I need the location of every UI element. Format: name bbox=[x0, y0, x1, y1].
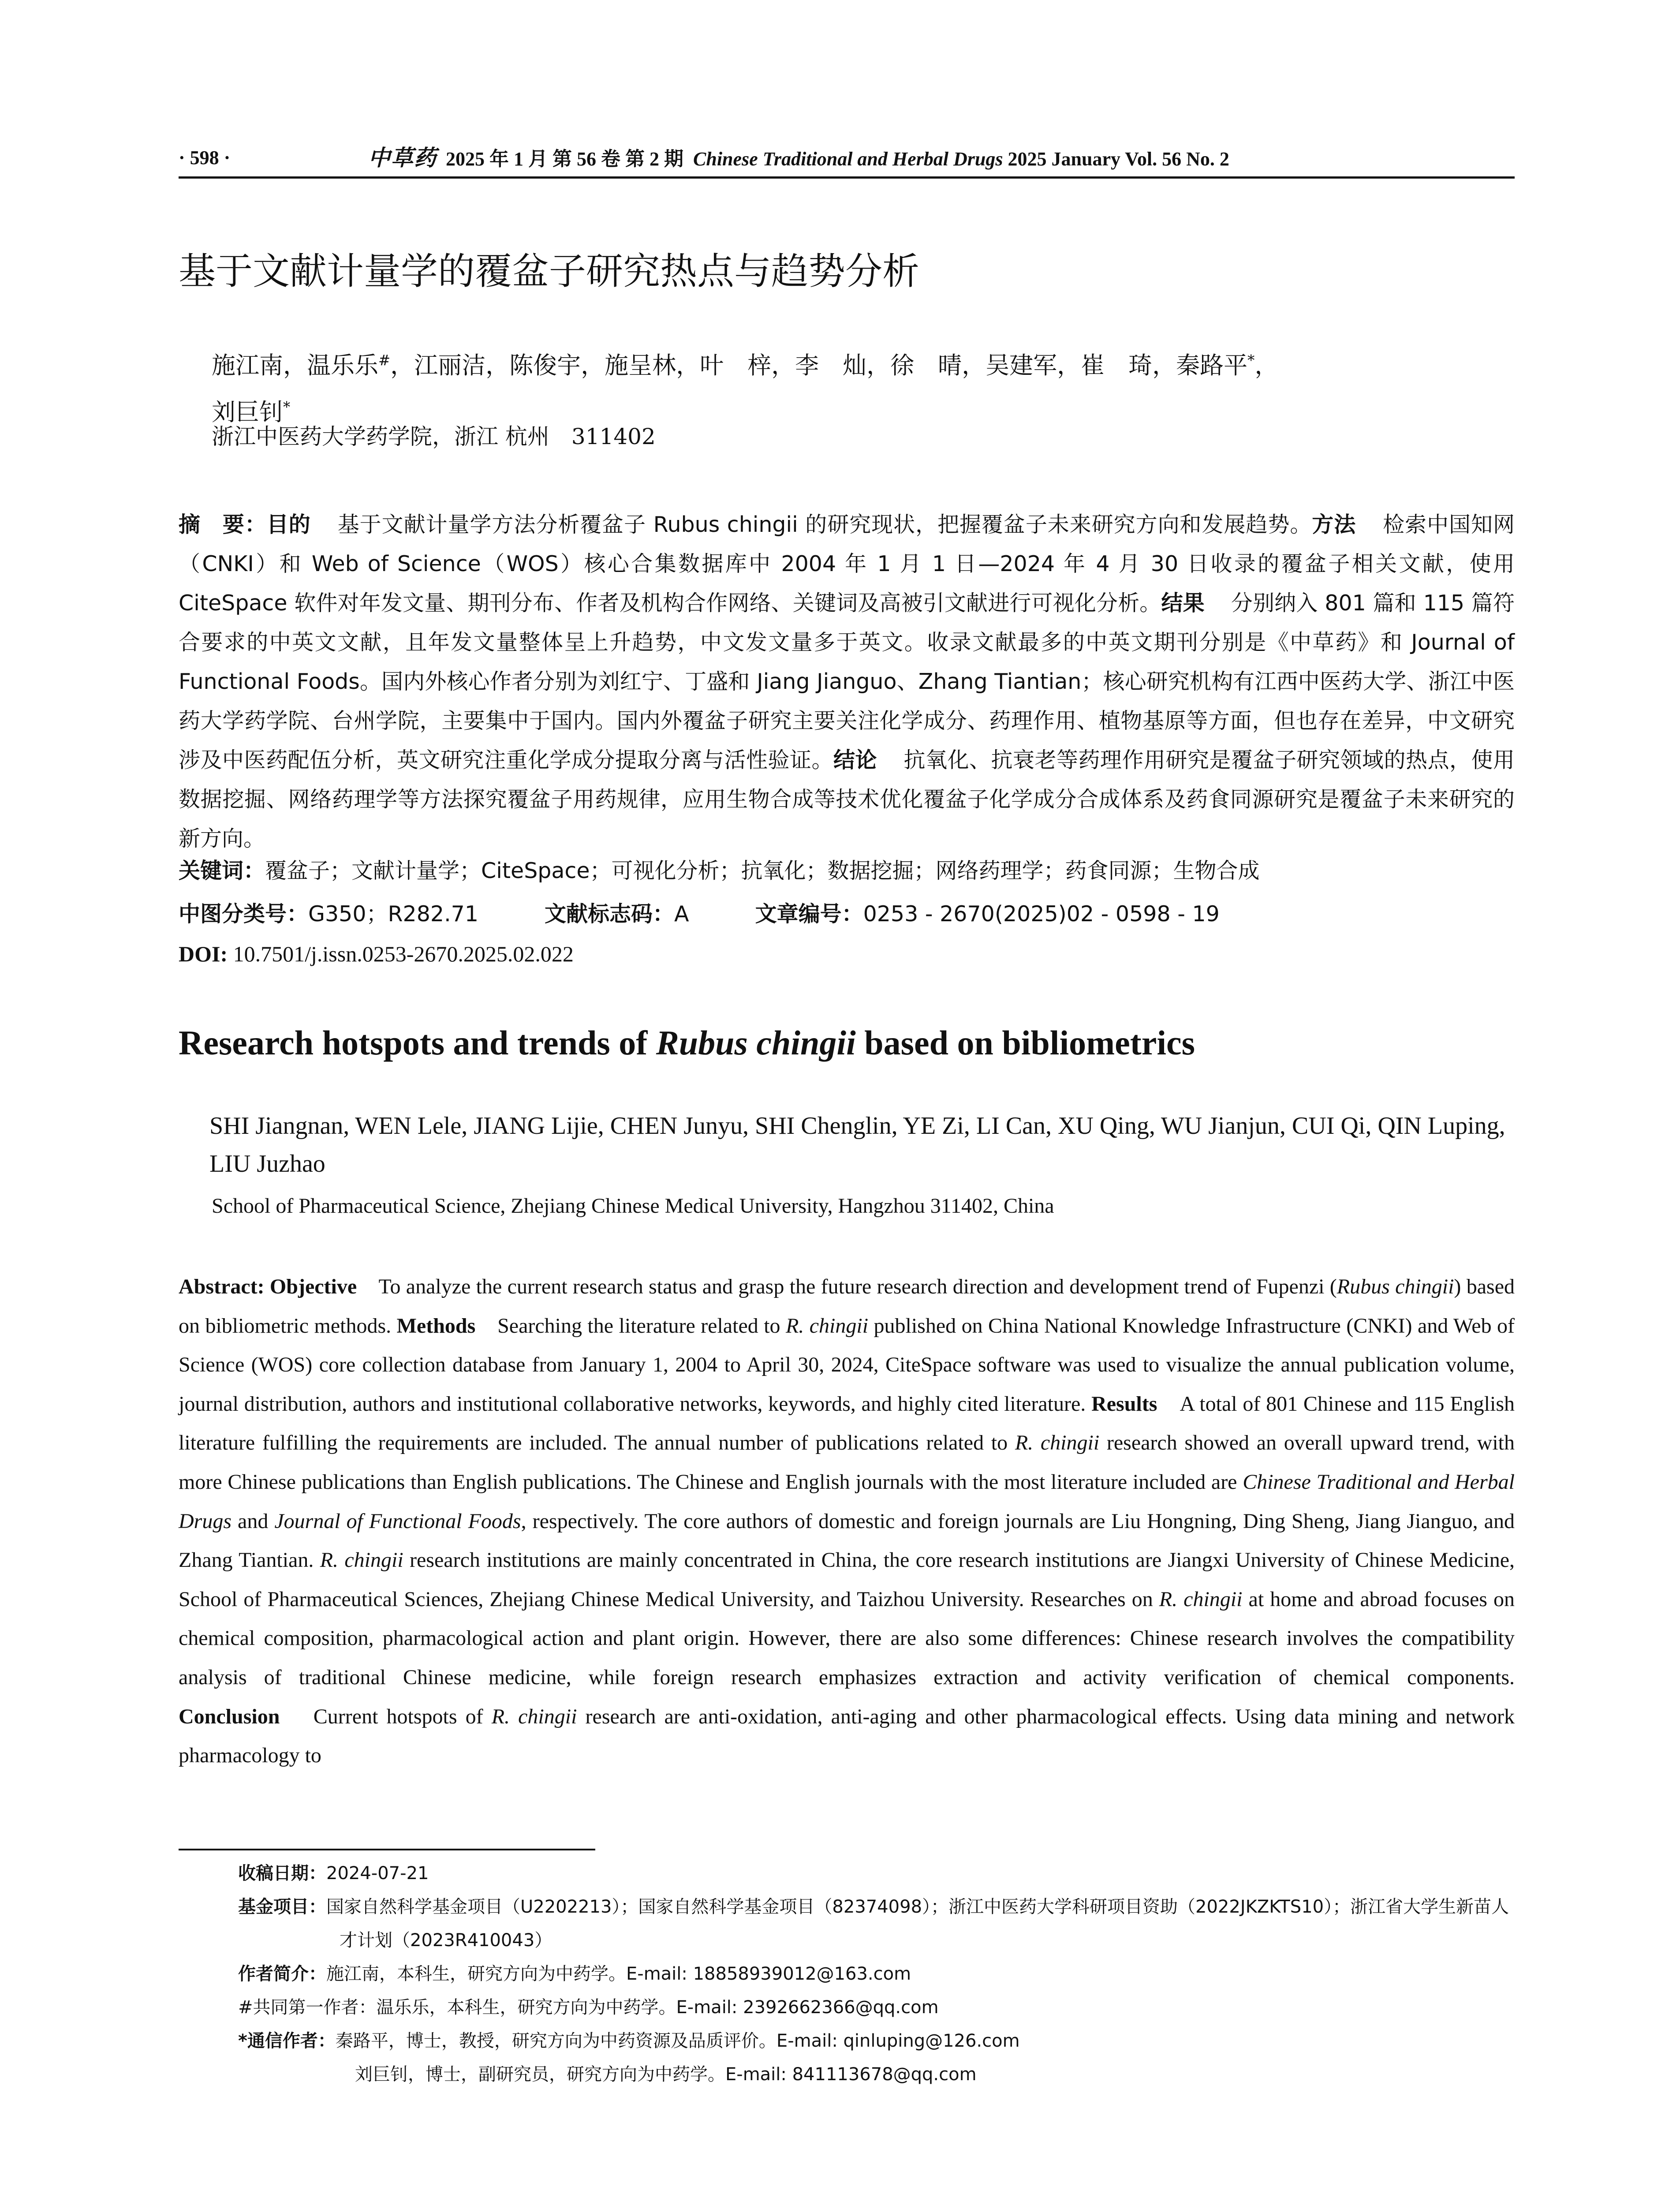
footnote-fund: 基金项目：国家自然科学基金项目（U2202213）；国家自然科学基金项目（82374098）；浙江中医药大学科研项目资助（2022JKZKTS10）；浙江省大学生新苗人才计划（2023R410043） bbox=[238, 1897, 1509, 1951]
abstract-cn: 摘 要：目的 基于文献计量学方法分析覆盆子 Rubus chingii 的研究现状，把握覆盆子未来研究方向和发展趋势。方法 检索中国知网（CNKI）和 Web of Science（WOS）核心合集数据库中 2004 年 1 月 1 日—2024 年 4 月 30 日收录的覆盆子相关文献，使用 CiteSpace 软件对年发文量、期刊分布、作者及机构合作网络、关键词及高被引文献进行可视化分析。结果 分别纳入 801 篇和 115 篇符合要求的中英文文献，且年发文量整体呈上升趋势，中文发文量多于英文。收录文献最多的中英文期刊分别是《中草药》和 Journal of Functional Foods。国内外核心作者分别为刘红宁、丁盛和 Jiang Jianguo、Zhang Tiantian；核心研究机构有江西中医药大学、浙江中医药大学药学院、台州学院，主要集中于国内。国内外覆盆子研究主要关注化学成分、药理作用、植物基原等方面，但也存在差异，中文研究涉及中医药配伍分析，英文研究注重化学成分提取分离与活性验证。结论 抗氧化、抗衰老等药理作用研究是覆盆子研究领域的热点，使用数据挖掘、网络药理学等方法探究覆盆子用药规律，应用生物合成等技术优化覆盆子化学成分合成体系及药食同源研究是覆盆子未来研究的新方向。 bbox=[179, 512, 1515, 851]
affiliation-en: School of Pharmaceutical Science, Zhejiang Chinese Medical University, Hangzhou 311402, China bbox=[212, 1194, 1054, 1218]
footnotes bbox=[238, 1857, 1515, 2091]
journal-name-en: Chinese Traditional and Herbal Drugs bbox=[693, 148, 1003, 170]
header-rule bbox=[179, 176, 1515, 179]
footnote-cofirst: #共同第一作者：温乐乐，本科生，研究方向为中药学。E-mail: 2392662366@qq.com bbox=[238, 1997, 939, 2018]
doi-line: DOI: 10.7501/j.issn.0253-2670.2025.02.022 bbox=[179, 942, 574, 966]
journal-logo-cn: 中草药 bbox=[368, 145, 437, 171]
footnote-received: 收稿日期：2024-07-21 bbox=[238, 1863, 429, 1884]
classification-line: 中图分类号：G350；R282.71 文献标志码：A 文章编号：0253 - 2670(2025)02 - 0598 - 19 bbox=[179, 901, 1220, 927]
issue-cn: 2025 年 1 月 第 56 卷 第 2 期 bbox=[446, 148, 683, 170]
journal-info bbox=[368, 140, 1229, 177]
footnote-rule bbox=[179, 1849, 595, 1850]
footnote-corresponding-2: 刘巨钊，博士，副研究员，研究方向为中药学。E-mail: 841113678@qq.com bbox=[355, 2064, 977, 2085]
abstract-en: Abstract: Objective To analyze the current research status and grasp the future research direction and development trend of Fupenzi (Rubus chingii) based on bibliometric methods. Methods Searching the literature related to R. chingii published on China National Knowledge Infrastructure (CNKI) and Web of Science (WOS) core collection database from January 1, 2004 to April 30, 2024, CiteSpace software was used to visualize the annual publication volume, journal distribution, authors and institutional collaborative networks, keywords, and highly cited literature. Results A total of 801 Chinese and 115 English literature fulfilling the requirements are included. The annual number of publications related to R. chingii research showed an overall upward trend, with more Chinese publications than English publications. The Chinese and English journals with the most literature included are Chinese Traditional and Herbal Drugs and Journal of Functional Foods, respectively. The core authors of domestic and foreign journals are Liu Hongning, Ding Sheng, Jiang Jianguo, and Zhang Tiantian. R. chingii research institutions are mainly concentrated in China, the core research institutions are Jiangxi University of Chinese Medicine, School of Pharmaceutical Sciences, Zhejiang Chinese Medical University, and Taizhou University. Researches on R. chingii at home and abroad focuses on chemical composition, pharmacological action and plant origin. However, there are also some differences: Chinese research involves the compatibility analysis of traditional Chinese medicine, while foreign research emphasizes extraction and activity verification of chemical components. Conclusion Current hotspots of R. chingii research are anti-oxidation, anti-aging and other pharmacological effects. Using data mining and network pharmacology to bbox=[179, 1275, 1515, 1768]
title-cn: 基于文献计量学的覆盆子研究热点与趋势分析 bbox=[179, 250, 920, 293]
doi-link[interactable]: 10.7501/j.issn.0253-2670.2025.02.022 bbox=[233, 942, 574, 966]
keywords-cn: 关键词：覆盆子；文献计量学；CiteSpace；可视化分析；抗氧化；数据挖掘；网络药理学；药食同源；生物合成 bbox=[179, 858, 1260, 883]
page-number: · 598 · bbox=[179, 147, 231, 168]
footnote-corresponding: *通信作者：秦路平，博士，教授，研究方向为中药资源及品质评价。E-mail: qinluping@126.com bbox=[238, 2031, 1020, 2051]
authors-en: SHI Jiangnan, WEN Lele, JIANG Lijie, CHEN Junyu, SHI Chenglin, YE Zi, LI Can, XU Qing, WU Jianjun, CUI Qi, QIN Luping, LIU Juzhao bbox=[209, 1112, 1505, 1177]
title-en: Research hotspots and trends of Rubus chingii based on bibliometrics bbox=[179, 1024, 1195, 1062]
footnote-author-bio: 作者简介：施江南，本科生，研究方向为中药学。E-mail: 18858939012@163.com bbox=[238, 1964, 911, 1984]
issue-en: 2025 January Vol. 56 No. 2 bbox=[1008, 148, 1229, 170]
running-header bbox=[179, 140, 1515, 176]
authors-cn: 施江南，温乐乐#，江丽洁，陈俊宇，施呈林，叶 梓，李 灿，徐 晴，吴建军，崔 琦，秦路平*， 刘巨钊* bbox=[212, 351, 1279, 426]
affiliation-cn: 浙江中医药大学药学院，浙江 杭州 311402 bbox=[212, 424, 656, 449]
